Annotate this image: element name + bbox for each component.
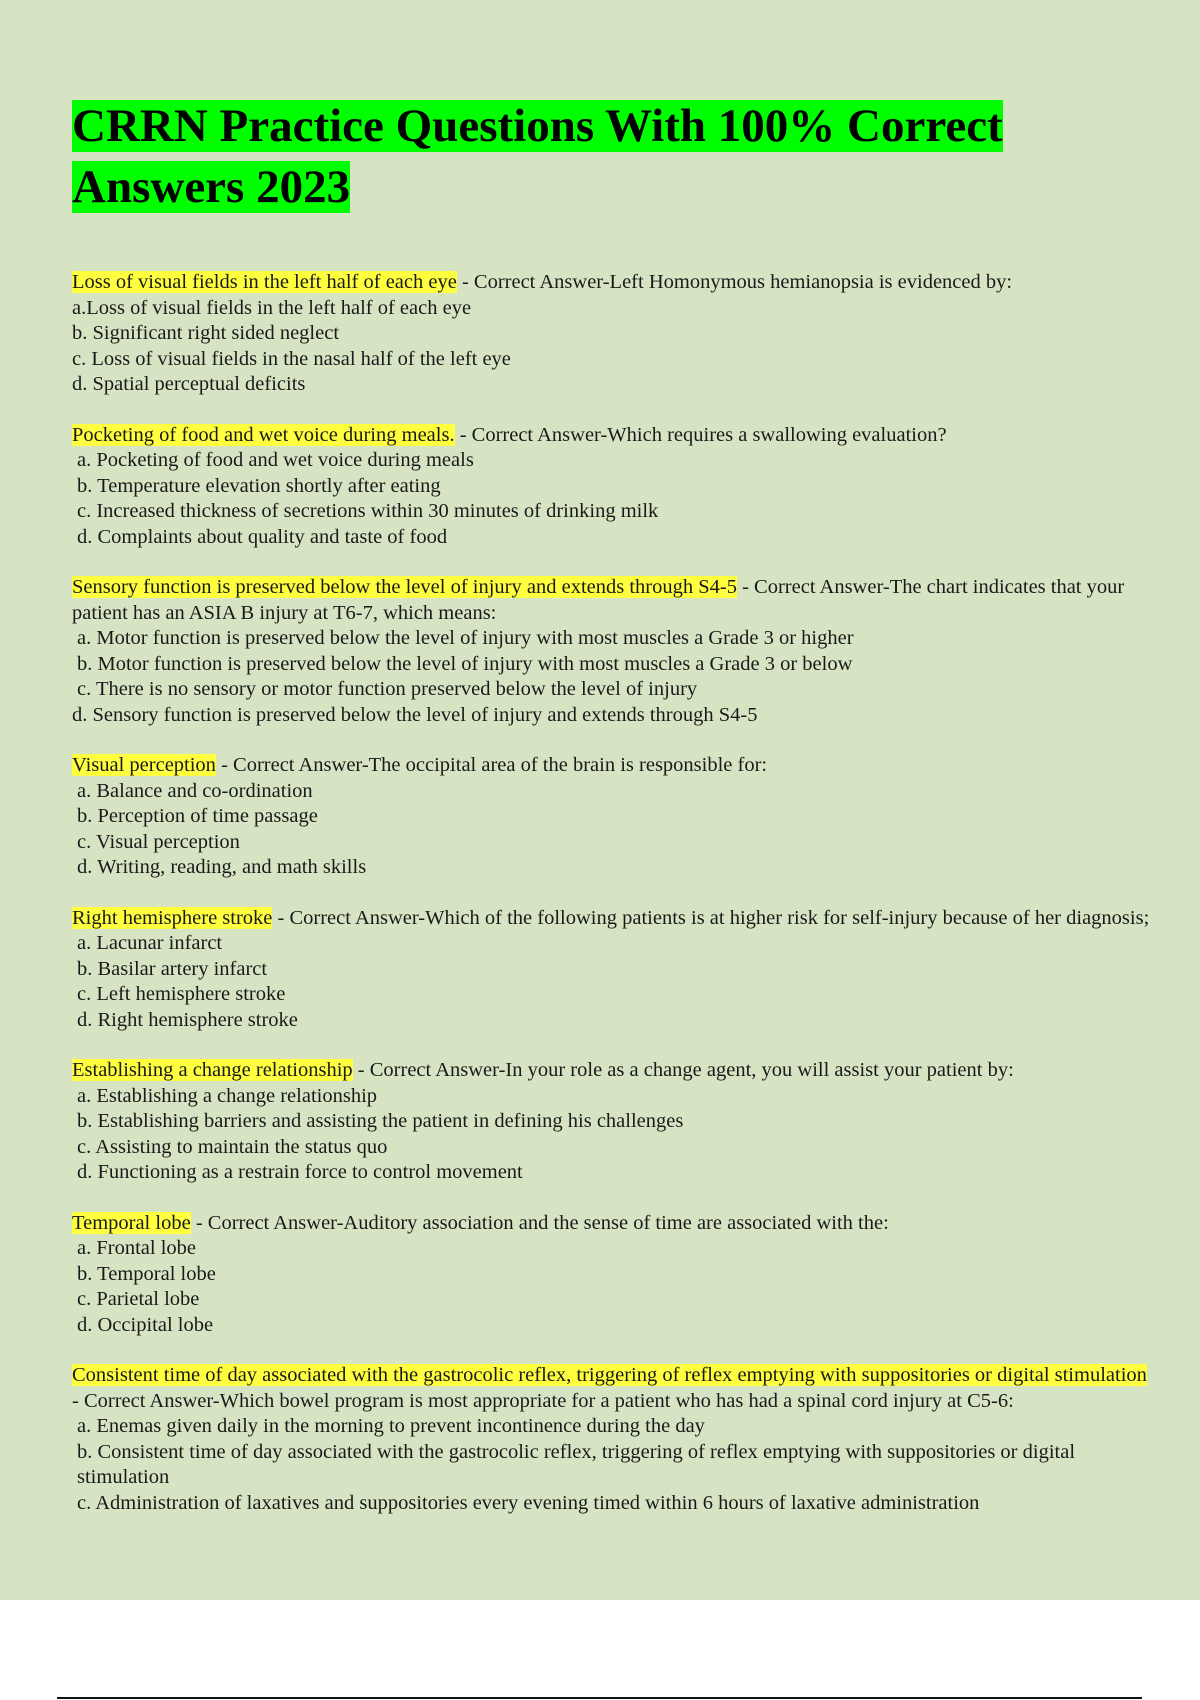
option-list bbox=[72, 1236, 1152, 1338]
title-line-1: CRRN Practice Questions With 100% Correct bbox=[72, 100, 1003, 152]
title-line-2: Answers 2023 bbox=[72, 161, 351, 213]
option-item: c. There is no sensory or motor function preserved below the level of injury bbox=[77, 678, 698, 700]
option-item: c. Left hemisphere stroke bbox=[77, 983, 286, 1005]
highlighted-answer: Loss of visual fields in the left half of each eye bbox=[72, 271, 457, 293]
option-item: d. Writing, reading, and math skills bbox=[77, 856, 367, 878]
highlighted-answer: Sensory function is preserved below the level of injury and extends through S4-5 bbox=[72, 576, 737, 598]
highlighted-answer: Consistent time of day associated with the gastrocolic reflex, triggering of reflex emptying with suppositories or digital stimulation bbox=[72, 1364, 1147, 1386]
footer-divider bbox=[57, 1697, 1142, 1699]
option-item: a.Loss of visual fields in the left half of each eye bbox=[72, 296, 472, 319]
option-item: a. Enemas given daily in the morning to prevent incontinence during the day bbox=[77, 1415, 705, 1437]
option-item: c. Parietal lobe bbox=[77, 1288, 200, 1310]
option-list bbox=[72, 779, 1152, 881]
question-line bbox=[72, 753, 1152, 779]
question-line bbox=[72, 906, 1152, 932]
question-block bbox=[72, 906, 1152, 1034]
answer-separator: - bbox=[736, 576, 755, 598]
option-item: b. Temporal lobe bbox=[77, 1262, 216, 1285]
question-block bbox=[72, 270, 1152, 398]
highlighted-answer: Establishing a change relationship bbox=[72, 1059, 353, 1081]
option-list bbox=[72, 448, 1152, 550]
document-content bbox=[72, 96, 1152, 1541]
question-block bbox=[72, 753, 1152, 881]
question-block bbox=[72, 1058, 1152, 1186]
highlighted-answer: Visual perception bbox=[72, 754, 216, 776]
question-block bbox=[72, 575, 1152, 728]
answer-separator: - bbox=[72, 1389, 84, 1412]
question-block bbox=[72, 1363, 1152, 1516]
option-item: a. Lacunar infarct bbox=[77, 932, 223, 954]
option-item: a. Motor function is preserved below the level of injury with most muscles a Grade 3 or higher bbox=[77, 627, 854, 649]
answer-separator: - bbox=[215, 754, 234, 776]
option-list bbox=[72, 1084, 1152, 1186]
question-text: Correct Answer-Which requires a swallowing evaluation? bbox=[471, 423, 947, 446]
option-item: a. Balance and co-ordination bbox=[77, 779, 313, 802]
option-item: c. Administration of laxatives and suppositories every evening timed within 6 hours of laxative administration bbox=[77, 1491, 980, 1514]
option-item: c. Increased thickness of secretions within 30 minutes of drinking milk bbox=[77, 500, 659, 522]
option-item: a. Frontal lobe bbox=[77, 1237, 196, 1259]
question-text: Correct Answer-Auditory association and the sense of time are associated with the: bbox=[207, 1211, 889, 1234]
option-item: d. Occipital lobe bbox=[77, 1313, 214, 1336]
option-item: b. Establishing barriers and assisting the patient in defining his challenges bbox=[77, 1110, 684, 1132]
question-text: Correct Answer-Which of the following patients is at higher risk for self-injury because of her diagnosis; bbox=[289, 906, 1150, 929]
question-text: Correct Answer-Left Homonymous hemianopsia is evidenced by: bbox=[473, 271, 1013, 293]
highlighted-answer: Temporal lobe bbox=[72, 1211, 191, 1234]
option-list bbox=[72, 1414, 1152, 1516]
document-title bbox=[72, 96, 1152, 218]
question-text: Correct Answer-In your role as a change agent, you will assist your patient by: bbox=[369, 1059, 1014, 1081]
option-item: b. Consistent time of day associated with the gastrocolic reflex, triggering of reflex emptying with suppositories or digital stimulation bbox=[77, 1440, 1076, 1488]
option-item: d. Spatial perceptual deficits bbox=[72, 373, 306, 395]
highlighted-answer: Pocketing of food and wet voice during meals. bbox=[72, 423, 455, 446]
option-item: a. Pocketing of food and wet voice during meals bbox=[77, 449, 474, 471]
question-line bbox=[72, 1363, 1152, 1414]
option-item: b. Motor function is preserved below the level of injury with most muscles a Grade 3 or below bbox=[77, 652, 853, 675]
answer-separator: - bbox=[456, 271, 474, 293]
highlighted-answer: Right hemisphere stroke bbox=[72, 906, 273, 929]
question-line bbox=[72, 423, 1152, 449]
question-line bbox=[72, 270, 1152, 296]
option-item: a. Establishing a change relationship bbox=[77, 1084, 378, 1107]
question-text: Correct Answer-Which bowel program is most appropriate for a patient who has had a spinal cord injury at C5-6: bbox=[83, 1389, 1014, 1412]
option-list bbox=[72, 931, 1152, 1033]
option-item: d. Functioning as a restrain force to control movement bbox=[77, 1161, 523, 1183]
option-list bbox=[72, 626, 1152, 728]
question-line bbox=[72, 1058, 1152, 1084]
question-line bbox=[72, 575, 1152, 626]
option-item: c. Visual perception bbox=[77, 830, 240, 853]
option-item: b. Perception of time passage bbox=[77, 805, 318, 827]
answer-separator: - bbox=[190, 1211, 208, 1234]
option-item: b. Significant right sided neglect bbox=[72, 322, 340, 344]
question-block bbox=[72, 423, 1152, 551]
question-line bbox=[72, 1211, 1152, 1237]
answer-separator: - bbox=[352, 1059, 370, 1081]
option-item: c. Assisting to maintain the status quo bbox=[77, 1135, 388, 1158]
option-item: d. Sensory function is preserved below the level of injury and extends through S4-5 bbox=[72, 703, 758, 726]
option-item: d. Right hemisphere stroke bbox=[77, 1008, 298, 1031]
option-item: d. Complaints about quality and taste of food bbox=[77, 525, 448, 548]
question-list bbox=[72, 270, 1152, 1516]
answer-separator: - bbox=[454, 423, 472, 446]
question-text: Correct Answer-The chart indicates that your patient has an ASIA B injury at T6-7, which means: bbox=[72, 576, 1125, 624]
answer-separator: - bbox=[272, 906, 290, 929]
option-item: c. Loss of visual fields in the nasal half of the left eye bbox=[72, 347, 511, 370]
option-item: b. Temperature elevation shortly after eating bbox=[77, 474, 441, 497]
option-item: b. Basilar artery infarct bbox=[77, 957, 268, 980]
option-list bbox=[72, 296, 1152, 398]
question-block bbox=[72, 1211, 1152, 1339]
question-text: Correct Answer-The occipital area of the brain is responsible for: bbox=[233, 754, 768, 776]
